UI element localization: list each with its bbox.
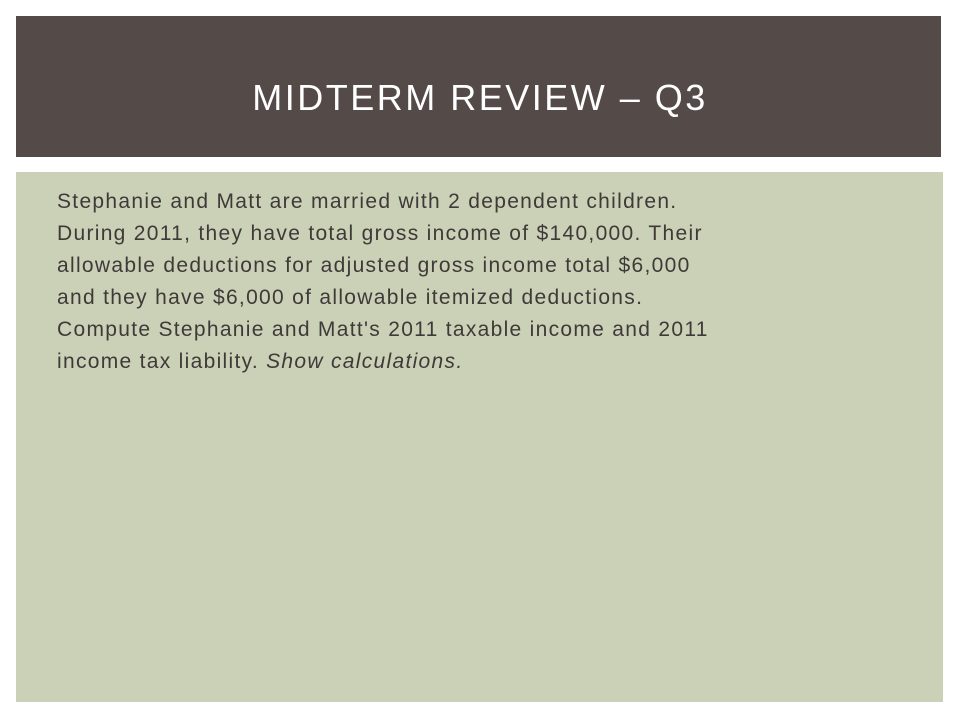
- question-line: and they have $6,000 of allowable itemized deductions.: [57, 286, 644, 309]
- question-line: Stephanie and Matt are married with 2 dependent children.: [57, 190, 678, 213]
- question-line: allowable deductions for adjusted gross income total $6,000: [57, 254, 691, 277]
- slide-title: MIDTERM REVIEW – Q3: [252, 77, 708, 118]
- question-line-prefix: income tax liability.: [57, 350, 267, 373]
- question-line: During 2011, they have total gross income of $140,000. Their: [57, 222, 703, 245]
- question-line: Compute Stephanie and Matt's 2011 taxable income and 2011: [57, 318, 709, 341]
- instruction-emphasis: Show calculations.: [266, 350, 464, 373]
- question-text: [57, 186, 907, 378]
- question-line-final: [57, 346, 907, 378]
